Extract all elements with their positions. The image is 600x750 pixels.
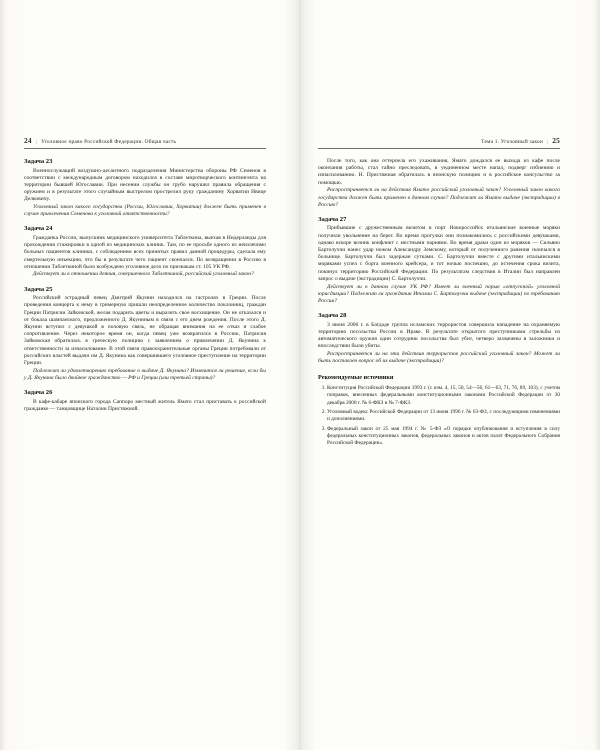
source-item: 1. Конституция Российской Федерации 1993 г. (с изм. 4, 15, 50, 54—56, 61—63, 71, 76, 89, 103), с учетом поправок, внесенных федеральными конституционными законами Российской Федерации от 30 декабря 2008 г. № 6-ФКЗ и № 7-ФКЗ. [327,385,560,406]
task-heading: Задача 25 [24,285,53,293]
right-text-column [318,158,560,450]
task-question: Подлежит ли удовлетворению требование о выдаче Д. Якунина? Изменится ли решение, если бы у Д. Якунина было двойное гражданство — РФ и Греции (или третьей страны)? [24,367,266,381]
task-heading: Задача 27 [318,215,347,223]
task-question: Действует ли в данном случае УК РФ? Имеет ли военный порыв «отпускной» уголовной юрисдикции? Подлежит ли гражданин Италии С. Бартолуччи выдаче (экстрадиции) по требованию России? [318,283,560,304]
task-question: Действует ли в отношении деяния, совершенного Таблеткиной, российский уголовный закон? [33,271,254,278]
task-paragraph: Военнослужащий воздушно-десантного подразделения Министерства обороны РФ Семенов в соответствии с международным договором находился в составе миротворческого контингента на территории бывшей Югославии. При несении службы он грубо нарушил правила обращения с оружием и в результате этого случайным выстрелом прострелил руку гражданину Хорватии Ивице Делковичу. [24,167,266,203]
task-block [24,158,266,218]
task-question: Распространяется ли на эти действия террористов российский уголовный закон? Может ли быть поставлен вопрос об их выдаче (экстрадиции)? [318,350,560,365]
task-block-continuation [318,158,560,209]
page-number-left: 24 [24,136,32,145]
page-number-right: 25 [552,136,560,145]
sources-heading: Рекомендуемые источники [318,374,394,382]
task-paragraph: После того, как она оттерпела его ухаживания, Ямато дождался ее выхода из кафе после окончания работы, стал тайно преследовать, в уединенном месте напал, подверг избиению и изнасилованию. Н. Пристяжная обратилась в японскую полицию и в российское консульство за помощью. [318,158,560,186]
task-paragraph: 3 июня 2006 г. в Багдаде группа исламских террористов совершила нападение на охраняемую территорию посольства России в Ираке. В результате открытого преступниками стрельбы из автоматического оружия один сотрудник посольства был убит, четверо захвачены в заложники и впоследствии были убиты. [318,321,560,350]
header-rule-left [24,148,266,149]
source-item: 2. Уголовный кодекс Российской Федерации от 13 июня 1996 г. № 63-ФЗ, с последующими изменениями и дополнениями. [327,409,560,423]
task-paragraph: Гражданка России, выпускник медицинского университета Таблеткина, выехав в Нидерланды для прохождения стажировки в одной из медицинских клиник. Там, по ее просьбе одного из неизлечимо больных пациентов клиники, с соблюдением всех принятых правил данной процедуры, сделала ему смертельную инъекцию, что бы в результате чего пациент скончался. По возвращении в Россию в отношении Таблеткиной было возбуждено уголовное дело по признакам ст. 105 УК РФ. [24,234,266,270]
task-block [318,216,560,305]
task-paragraph: Российский эстрадный певец Дмитрий Якунин находился на гастролях в Греции. После проведения концерта к нему в гримерную пришли неопределенное количество поклонниц, граждан Греции Патрисии Зайковской, желая подарить цветы и выразить свое восхищение. Он не отказался и от бокала шампанского, предложенного Д. Якуниным в связи с его днем рождения. После этого Д. Якунин вступил с девушкой в половую связь, не обращая внимания на ее отказ и слабое сопротивление. Через некоторое время он, когда певец уже возвратился в Россию, Патрисия Зайковская обратилась в греческую полицию с заявлением о привлечении Д. Якунина к ответственности за изнасилование. В этой связи правоохранительные органы Греции потребовали от российских властей выдачи им Д. Якунина как совершившего уголовное преступление на территории Греции. [24,295,266,366]
task-question: Уголовный закон какого государства (России, Югославии, Хорватии) должен быть применен в случае привлечения Семенова к уголовной ответственности? [24,204,266,218]
running-head-right [318,136,560,145]
task-block [24,225,266,278]
running-head-title-left: Уголовное право Российской Федерации. Общая часть [41,139,177,145]
left-text-column [24,158,266,420]
task-block [24,389,266,413]
task-block [318,312,560,365]
running-head-separator-left: | [35,139,38,145]
source-item: 3. Федеральный закон от 25 мая 1994 г. № 5-ФЗ «О порядке опубликования и вступления в силу федеральных конституционных законов, федеральных законов и актов палат Федерального Собрания Российской Федерации». [327,426,560,447]
running-head-separator-right: | [546,139,549,145]
task-heading: Задача 28 [318,312,347,320]
running-head-title-right: Тема 1. Уголовный закон [481,139,543,145]
task-paragraph: В кафе-кабаре японского города Саппоро местный житель Ямато стал приставать к российской гражданке — танцовщице Наталии Пристяжной. [24,398,266,412]
sources-list [318,385,560,447]
running-head-left [24,136,176,145]
header-rule-right [318,148,560,149]
task-question: Распространяется ли на действия Ямато российский уголовный закон? Уголовный закон какого государства должен быть применен в данном случае? Подлежит ли Ямато выдаче (экстрадиции) в Россию? [318,187,560,208]
task-heading: Задача 24 [24,225,53,233]
task-heading: Задача 23 [24,158,53,165]
task-block [24,286,266,382]
task-paragraph: Прибывшие с дружественным визитом в порт Новороссийск итальянские военные моряки получили увольнение на берег. Во время прогулки они познакомились с российскими девушками, однако вскоре возник конфликт с местными парнями. Во время драки один из моряков — Сильвио Бартолуччи нанес удар ножом Александру Земскому, который от полученного ранения скончался в больнице. Бартолуччи был задержан сутками. С. Бартолуччи вместе с другими итальянскими моряками успел с борта военного крейсера, и тот ночью поспешно, до истечения срока визита, покинул территорию Российской Федерации. По результатам следствия в Италии был направлен запрос о выдаче (экстрадиции) С. Бартолуччи. [318,225,560,282]
task-heading: Задача 26 [24,389,53,397]
